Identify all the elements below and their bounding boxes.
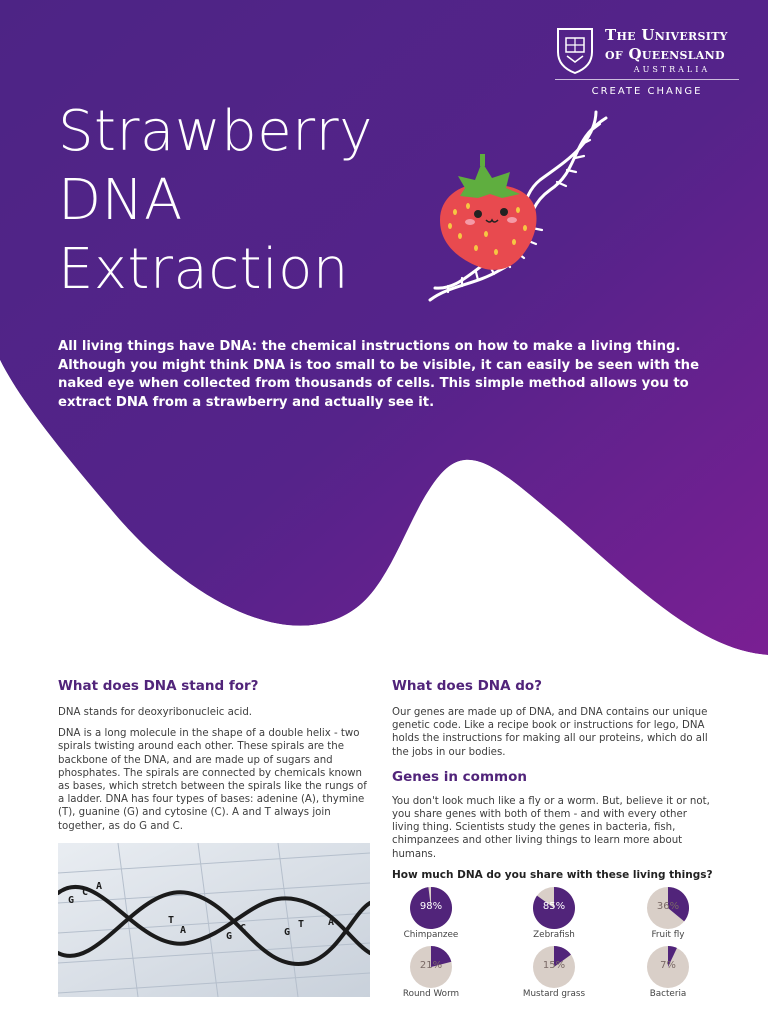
pie-value-label: 21% [419,960,443,971]
svg-text:T: T [298,919,305,930]
svg-text:G: G [226,931,233,942]
right-column [392,678,713,889]
svg-text:C: C [82,887,89,898]
pie-fruit-fly [646,886,690,930]
svg-text:T: T [168,915,175,926]
pie-bacteria [646,945,690,989]
title-line-3: Extraction [58,237,349,302]
pie-category-label: Fruit fly [651,930,685,940]
svg-text:A: A [328,917,335,928]
intro-paragraph: All living things have DNA: the chemical instructions on how to make a living thing. Although you might think DNA is too small to be visible, it can easily be seen with the naked eye when collected from thousands of cells. This simple method allows you to extract DNA from a strawberry and actually see it. [58,339,700,410]
pie-category-label: Bacteria [649,989,687,999]
logo-tagline: CREATE CHANGE [591,86,703,97]
logo-line-1: The University [605,26,728,44]
heading-genes-in-common: Genes in common [392,768,527,785]
pie-value-label: 36% [656,901,680,912]
svg-text:G: G [68,895,75,906]
paragraph-dna-stands: DNA stands for deoxyribonucleic acid. [58,707,253,718]
pie-value-label: 98% [419,901,443,912]
svg-text:A: A [180,925,187,936]
page-title [58,97,373,304]
dna-sequence-photo [58,843,370,997]
logo-divider [555,79,739,80]
pie-mustard-grass [532,945,576,989]
pie-category-label: Chimpanzee [403,930,459,940]
paragraph-double-helix: DNA is a long molecule in the shape of a double helix - two spirals twisting around each other. These spirals are the backbone of the DNA, and are made up of sugars and phosphates. The spirals are connected by chemicals known as bases, which stretch between the spirals like the rungs of a ladder. DNA has four types of bases: adenine (A), thymine (T), guanine (G) and cytosine (C). A and T always join together, as do G and C. [58,728,367,832]
left-column [58,678,376,841]
heading-dna-stand-for: What does DNA stand for? [58,678,259,694]
heading-dna-do: What does DNA do? [392,678,543,694]
strawberry-icon [440,154,536,270]
logo-country: AUSTRALIA [633,65,711,74]
pie-chimpanzee [409,886,453,930]
strawberry-dna-illustration [420,110,620,310]
svg-text:C: C [240,923,247,934]
crest-icon [555,26,595,74]
paragraph-dna-do: Our genes are made up of DNA, and DNA contains our unique genetic code. Like a recipe book or instructions for lego, DNA holds the instructions for making all our proteins, which do all the jobs in our bodies. [392,707,708,758]
pie-value-label: 7% [660,960,676,971]
pie-zebrafish [532,886,576,930]
pie-category-label: Zebrafish [533,930,575,940]
pie-chart-question: How much DNA do you share with these living things? [392,868,713,881]
logo-line-2: of Queensland [605,45,725,63]
title-line-2: DNA [58,168,183,233]
pie-value-label: 85% [542,901,566,912]
pie-category-label: Round Worm [402,989,460,999]
pie-value-label: 15% [542,960,566,971]
svg-text:A: A [96,881,103,892]
title-line-1: Strawberry [58,99,373,164]
pie-round-worm [409,945,453,989]
pie-category-label: Mustard grass [522,989,586,999]
paragraph-genes-in-common: You don't look much like a fly or a worm. But, believe it or not, you share genes with both of them - and with every other living thing. Scientists study the genes in bacteria, fish, chimpanzees and other living things to learn more about humans. [392,795,710,860]
svg-text:G: G [284,927,291,938]
university-name [605,26,728,64]
